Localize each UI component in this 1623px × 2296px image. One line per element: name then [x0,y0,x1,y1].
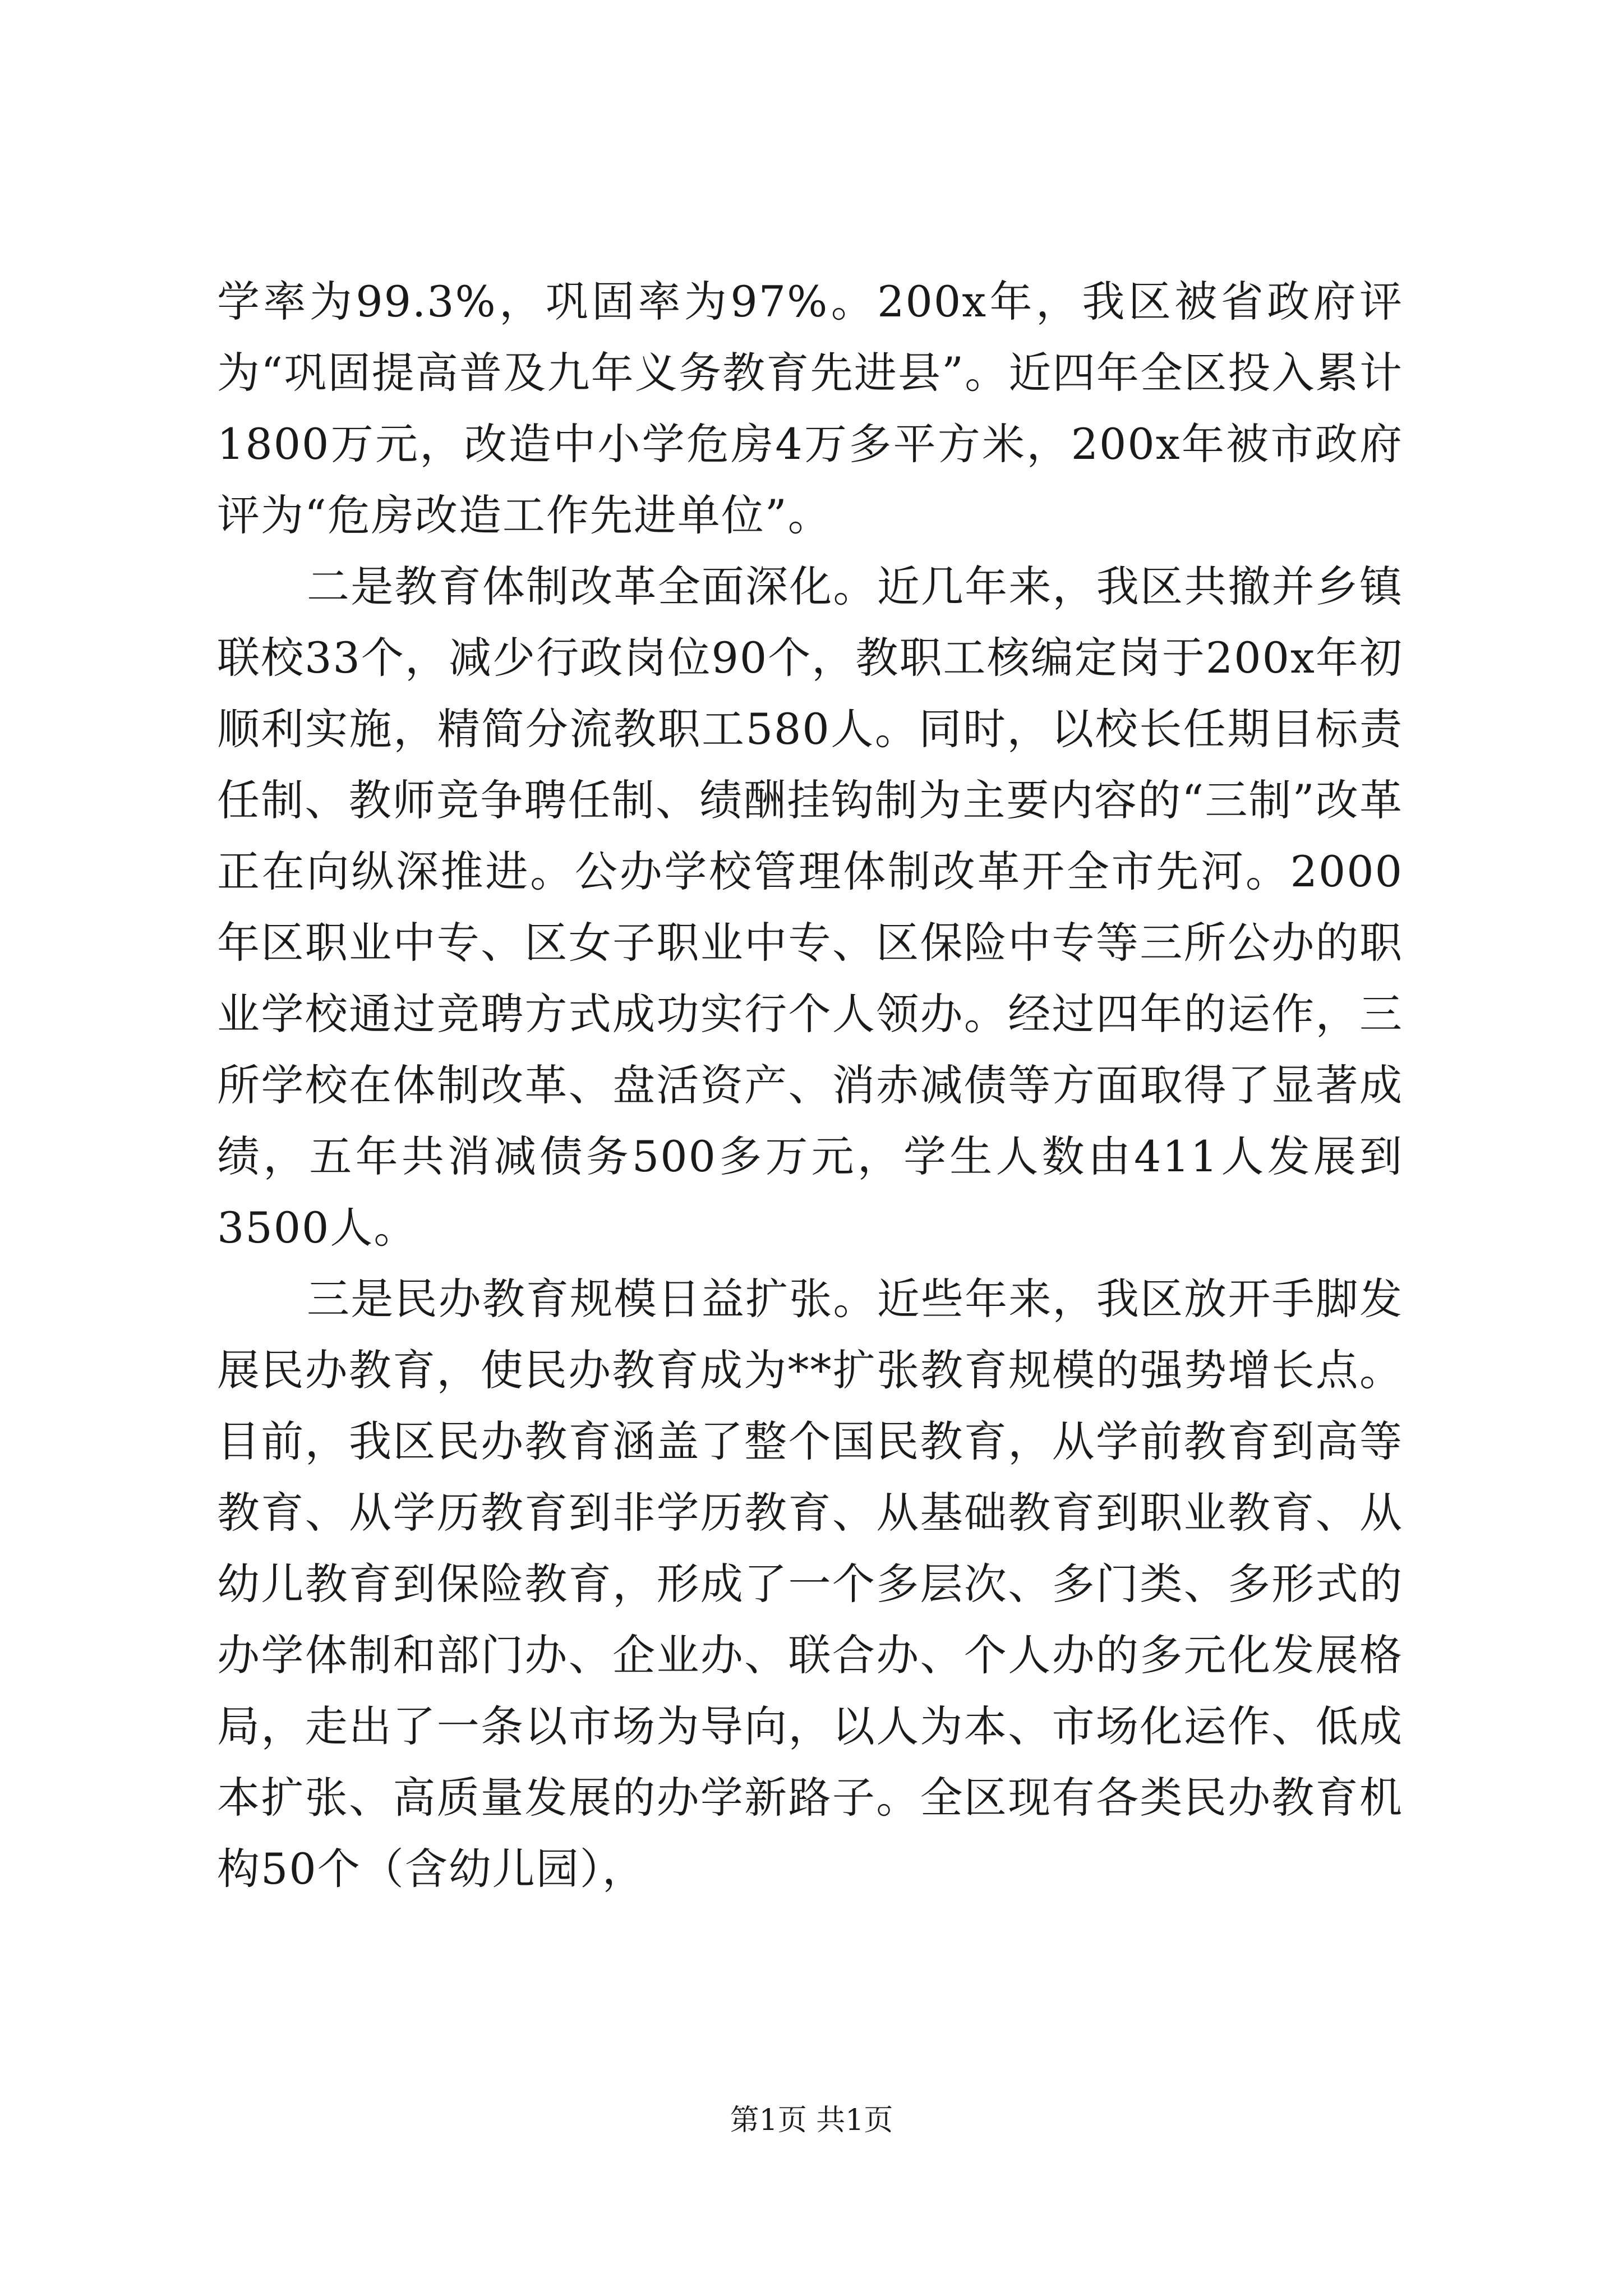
document-body [217,266,1403,1904]
paragraph-continuation: 学率为99.3%，巩固率为97%。200x年，我区被省政府评为“巩固提高普及九年义务教育先进县”。近四年全区投入累计1800万元，改造中小学危房4万多平方米，200x年被市政府评为“危房改造工作先进单位”。 [217,277,1403,540]
paragraph-education-reform: 二是教育体制改革全面深化。近几年来，我区共撤并乡镇联校33个，减少行政岗位90个，教职工核编定岗于200x年初顺利实施，精简分流教职工580人。同时，以校长任期目标责任制、教师竞争聘任制、绩酬挂钩制为主要内容的“三制”改革正在向纵深推进。公办学校管理体制改革开全市先河。2000年区职业中专、区女子职业中专、区保险中专等三所公办的职业学校通过竞聘方式成功实行个人领办。经过四年的运作，三所学校在体制改革、盘活资产、消赤减债等方面取得了显著成绩，五年共消减债务500多万元，学生人数由411人发展到3500人。 [217,562,1403,1253]
page-footer: 第1页 共1页 [730,2104,893,2137]
paragraph-private-education: 三是民办教育规模日益扩张。近些年来，我区放开手脚发展民办教育，使民办教育成为**扩张教育规模的强势增长点。目前，我区民办教育涵盖了整个国民教育，从学前教育到高等教育、从学历教育到非学历教育、从基础教育到职业教育、从幼儿教育到保险教育，形成了一个多层次、多门类、多形式的办学体制和部门办、企业办、联合办、个人办的多元化发展格局，走出了一条以市场为导向，以人为本、市场化运作、低成本扩张、高质量发展的办学新路子。全区现有各类民办教育机构50个（含幼儿园）， [217,1274,1403,1894]
